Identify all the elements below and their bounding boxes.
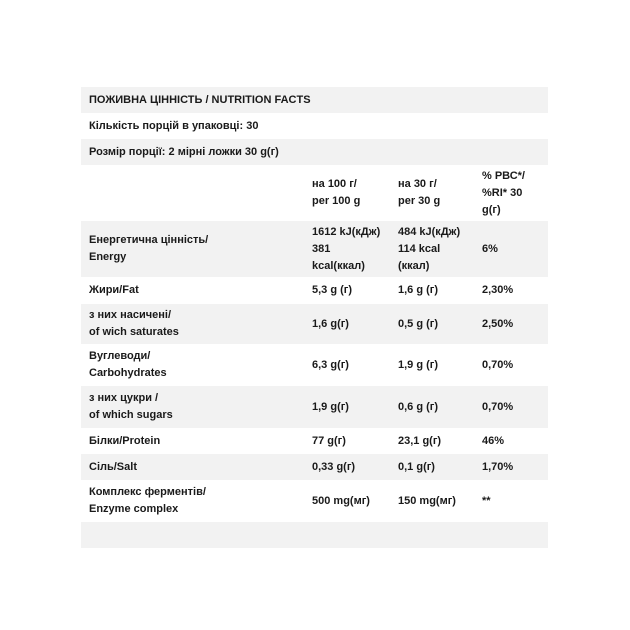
table-row (81, 221, 548, 277)
table-row (81, 277, 548, 304)
table-title-row (81, 87, 548, 113)
header-ri-line: % РВС*/ (482, 169, 525, 182)
table-row (81, 428, 548, 454)
table-row (81, 454, 548, 480)
ri-value: 1,70% (482, 460, 514, 473)
servings-per-pack: Кількість порцій в упаковці: 30 (89, 119, 259, 132)
header-per100 (312, 176, 398, 210)
table-row (81, 386, 548, 428)
nutrient-name-line: з них насичені/ (89, 309, 172, 321)
per100-value: 6,3 g(г) (312, 358, 349, 371)
ri-value: 2,50% (482, 317, 514, 330)
per30-line: 484 kJ(кДж) (398, 225, 461, 238)
per100-value: 0,33 g(г) (312, 460, 356, 473)
serving-size-row (81, 139, 548, 165)
ri-value: 46% (482, 434, 505, 447)
nutrient-name-line: Enzyme complex (89, 503, 179, 515)
nutrition-table (81, 87, 548, 548)
per100-value (312, 224, 398, 275)
nutrient-name-line: Вуглеводи/ (89, 350, 151, 362)
per30-value: 150 mg(мг) (398, 494, 456, 507)
nutrient-name-line: of which sugars (89, 409, 173, 421)
header-per30-line: per 30 g (398, 195, 441, 207)
ri-value: 0,70% (482, 358, 514, 371)
per100-value: 77 g(г) (312, 434, 346, 447)
table-row (81, 304, 548, 344)
ri-value: 0,70% (482, 400, 514, 413)
nutrient-name-line: Комплекс ферментів/ (89, 486, 206, 498)
per30-value: 1,6 g (г) (398, 284, 439, 296)
per30-value: 0,1 g(г) (398, 460, 435, 473)
per30-line: 114 kcal (398, 242, 441, 255)
nutrient-name-line: of wich saturates (89, 326, 179, 338)
per30-value: 0,5 g (г) (398, 317, 439, 330)
nutrient-name: Жири/Fat (89, 284, 139, 296)
per100-value: 5,3 g (г) (312, 284, 353, 296)
serving-size: Розмір порції: 2 мірні ложки 30 g(г) (89, 145, 279, 158)
per100-line: kcal(ккал) (312, 259, 365, 272)
table-row (81, 344, 548, 386)
nutrient-name (81, 307, 312, 341)
per100-value: 1,9 g(г) (312, 400, 349, 413)
nutrient-name (81, 348, 312, 382)
header-ri-line: %RI* 30 (482, 186, 523, 199)
table-row (81, 480, 548, 522)
nutrient-name (81, 390, 312, 424)
per30-line: (ккал) (398, 259, 430, 272)
per30-value (398, 224, 482, 275)
header-per100-line: на 100 г/ (312, 178, 357, 190)
nutrient-name-line: Energy (89, 251, 127, 263)
header-per30-line: на 30 г/ (398, 178, 437, 190)
per100-value: 500 mg(мг) (312, 494, 370, 507)
per100-value: 1,6 g(г) (312, 317, 349, 330)
nutrient-name-line: з них цукри / (89, 392, 159, 404)
nutrient-name-line: Енергетична цінність/ (89, 234, 209, 246)
empty-footer-row (81, 522, 548, 548)
nutrient-name (81, 484, 312, 518)
per30-value: 0,6 g (г) (398, 400, 439, 413)
ri-value: 2,30% (482, 284, 514, 296)
header-ri-line: g(г) (482, 203, 501, 216)
header-per30 (398, 176, 482, 210)
ri-value: 6% (482, 242, 498, 255)
per30-value: 23,1 g(г) (398, 434, 442, 447)
header-per100-line: per 100 g (312, 195, 361, 207)
nutrient-name-line: Carbohydrates (89, 367, 167, 379)
table-title: ПОЖИВНА ЦІННІСТЬ / NUTRITION FACTS (89, 93, 311, 106)
per100-line: 381 (312, 242, 331, 255)
nutrient-name: Сіль/Salt (89, 460, 137, 473)
servings-row (81, 113, 548, 139)
header-ri (482, 168, 548, 219)
per100-line: 1612 kJ(кДж) (312, 225, 381, 238)
ri-value: ** (482, 494, 491, 507)
nutrient-name: Білки/Protein (89, 434, 161, 447)
per30-value: 1,9 g (г) (398, 358, 439, 371)
nutrient-name (81, 232, 312, 266)
header-row (81, 165, 548, 221)
